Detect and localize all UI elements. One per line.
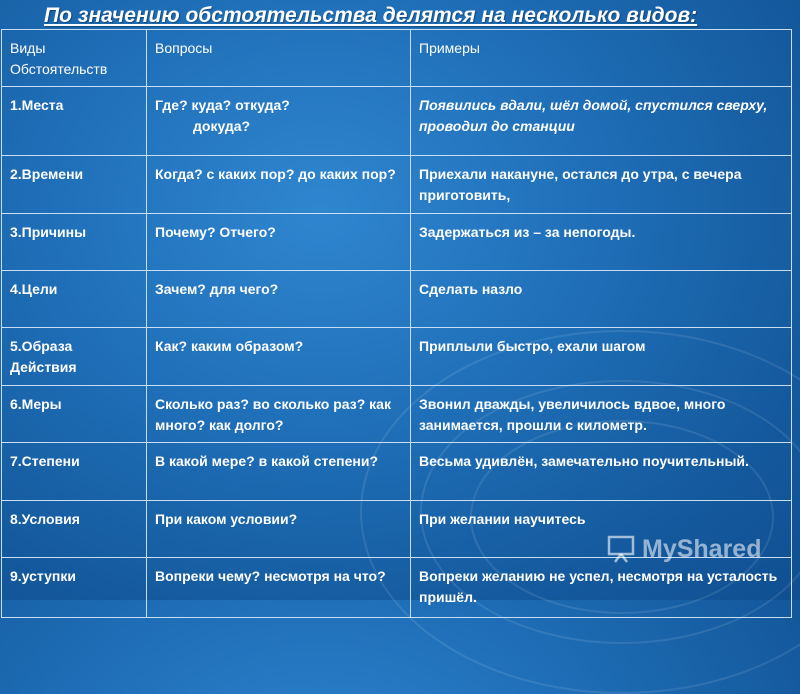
table-row	[2, 271, 792, 328]
row-examples: Приехали накануне, остался до утра, с вечера приготовить,	[411, 156, 792, 214]
row-questions-line1: Где? куда? откуда?	[155, 97, 290, 113]
row-examples: Звонил дважды, увеличилось вдвое, много занимается, прошли с километр.	[411, 386, 792, 443]
table-header-row	[2, 30, 792, 87]
header-types-line1: Виды	[10, 40, 46, 56]
row-type: 4.Цели	[2, 271, 147, 328]
slide-title: По значению обстоятельства делятся на несколько видов:	[44, 4, 698, 27]
row-questions	[147, 87, 411, 156]
header-types	[2, 30, 147, 87]
table-row	[2, 501, 792, 558]
row-questions-line2: докуда?	[193, 118, 251, 134]
row-questions: Сколько раз? во сколько раз? как много? как долго?	[147, 386, 411, 443]
table-row	[2, 386, 792, 443]
row-examples: Задержаться из – за непогоды.	[411, 214, 792, 271]
row-type: 9.уступки	[2, 558, 147, 618]
row-questions: При каком условии?	[147, 501, 411, 558]
row-type	[2, 328, 147, 386]
table-row	[2, 156, 792, 214]
row-questions: Вопреки чему? несмотря на что?	[147, 558, 411, 618]
row-type: 2.Времени	[2, 156, 147, 214]
row-examples: Сделать назло	[411, 271, 792, 328]
row-type-line2: Действия	[10, 359, 77, 375]
row-type: 3.Причины	[2, 214, 147, 271]
row-type: 7.Степени	[2, 443, 147, 501]
circumstances-table	[1, 29, 792, 618]
header-examples: Примеры	[411, 30, 792, 87]
table-row	[2, 328, 792, 386]
header-types-line2: Обстоятельств	[10, 61, 108, 77]
row-questions: В какой мере? в какой степени?	[147, 443, 411, 501]
row-type: 6.Меры	[2, 386, 147, 443]
row-examples: Появились вдали, шёл домой, спустился сверху, проводил до станции	[411, 87, 792, 156]
row-examples: Весьма удивлён, замечательно поучительный.	[411, 443, 792, 501]
row-examples: При желании научитесь	[411, 501, 792, 558]
watermark-text: MyShared	[642, 534, 762, 563]
row-type-line1: 5.Образа	[10, 338, 73, 354]
row-type: 1.Места	[2, 87, 147, 156]
table-row	[2, 87, 792, 156]
header-questions: Вопросы	[147, 30, 411, 87]
row-questions: Почему? Отчего?	[147, 214, 411, 271]
row-examples: Вопреки желанию не успел, несмотря на усталость пришёл.	[411, 558, 792, 618]
table-row	[2, 214, 792, 271]
row-questions: Когда? с каких пор? до каких пор?	[147, 156, 411, 214]
row-type: 8.Условия	[2, 501, 147, 558]
table-row	[2, 443, 792, 501]
row-questions: Как? каким образом?	[147, 328, 411, 386]
row-questions: Зачем? для чего?	[147, 271, 411, 328]
row-examples: Приплыли быстро, ехали шагом	[411, 328, 792, 386]
table-row	[2, 558, 792, 618]
